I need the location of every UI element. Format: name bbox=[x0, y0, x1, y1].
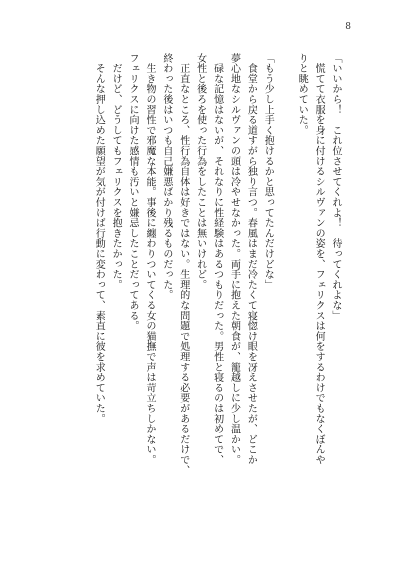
text-line: 終わった後はいつも自己嫌悪ばかり残るものだった。 bbox=[160, 53, 172, 301]
text-line: 食堂から戻る道すがら独り言つ。春風はまだ冷たくて寝惚け眼を冴えさせたが、どこか bbox=[245, 53, 257, 465]
text-line: 「いいから！ これ位させてくれよ！ 待ってくれよな」 bbox=[330, 53, 341, 321]
text-line: 正直なところ、性行為自体は好きではない。生理的な問題で処理する必要があるだけで、 bbox=[177, 53, 189, 476]
paragraph-gap bbox=[275, 53, 292, 523]
page-number: 8 bbox=[345, 22, 351, 32]
vertical-text-body bbox=[89, 53, 343, 523]
text-line: 生き物の習性で邪魔な本能。事後に纏わりついてくる女の猫撫で声は苛立ちしかない。 bbox=[143, 53, 155, 465]
text-line: りと眺めていた。 bbox=[296, 53, 308, 136]
text-line: 「もう少し上手く抱けるかと思ってたんだけどな」 bbox=[262, 53, 274, 290]
text-line: だけど、どうしてもフェリクスを抱きたかった。 bbox=[110, 53, 122, 290]
text-line: フェリクスに向けた感情も汚いと嫌忌したことだってある。 bbox=[127, 53, 139, 332]
text-line: 女性と後ろを使った行為をしたことは無いけれど。 bbox=[194, 53, 206, 290]
text-line: 碌な記憶はないが、それなりに性経験はあるつもりだった。男性と寝るのは初めてで、 bbox=[211, 53, 223, 465]
text-line: 夢心地なシルヴァンの頭は冷やせなかった。両手に抱えた朝食が、籠越しに少し温かい。 bbox=[228, 53, 240, 465]
text-line: 慌てて衣服を身に付けるシルヴァンの姿を、フェリクスは何をするわけでもなくぼんや bbox=[313, 53, 325, 465]
text-line: そんな押し込めた願望が気が付けば行動に変わって、素直に彼を求めていた。 bbox=[93, 53, 105, 424]
